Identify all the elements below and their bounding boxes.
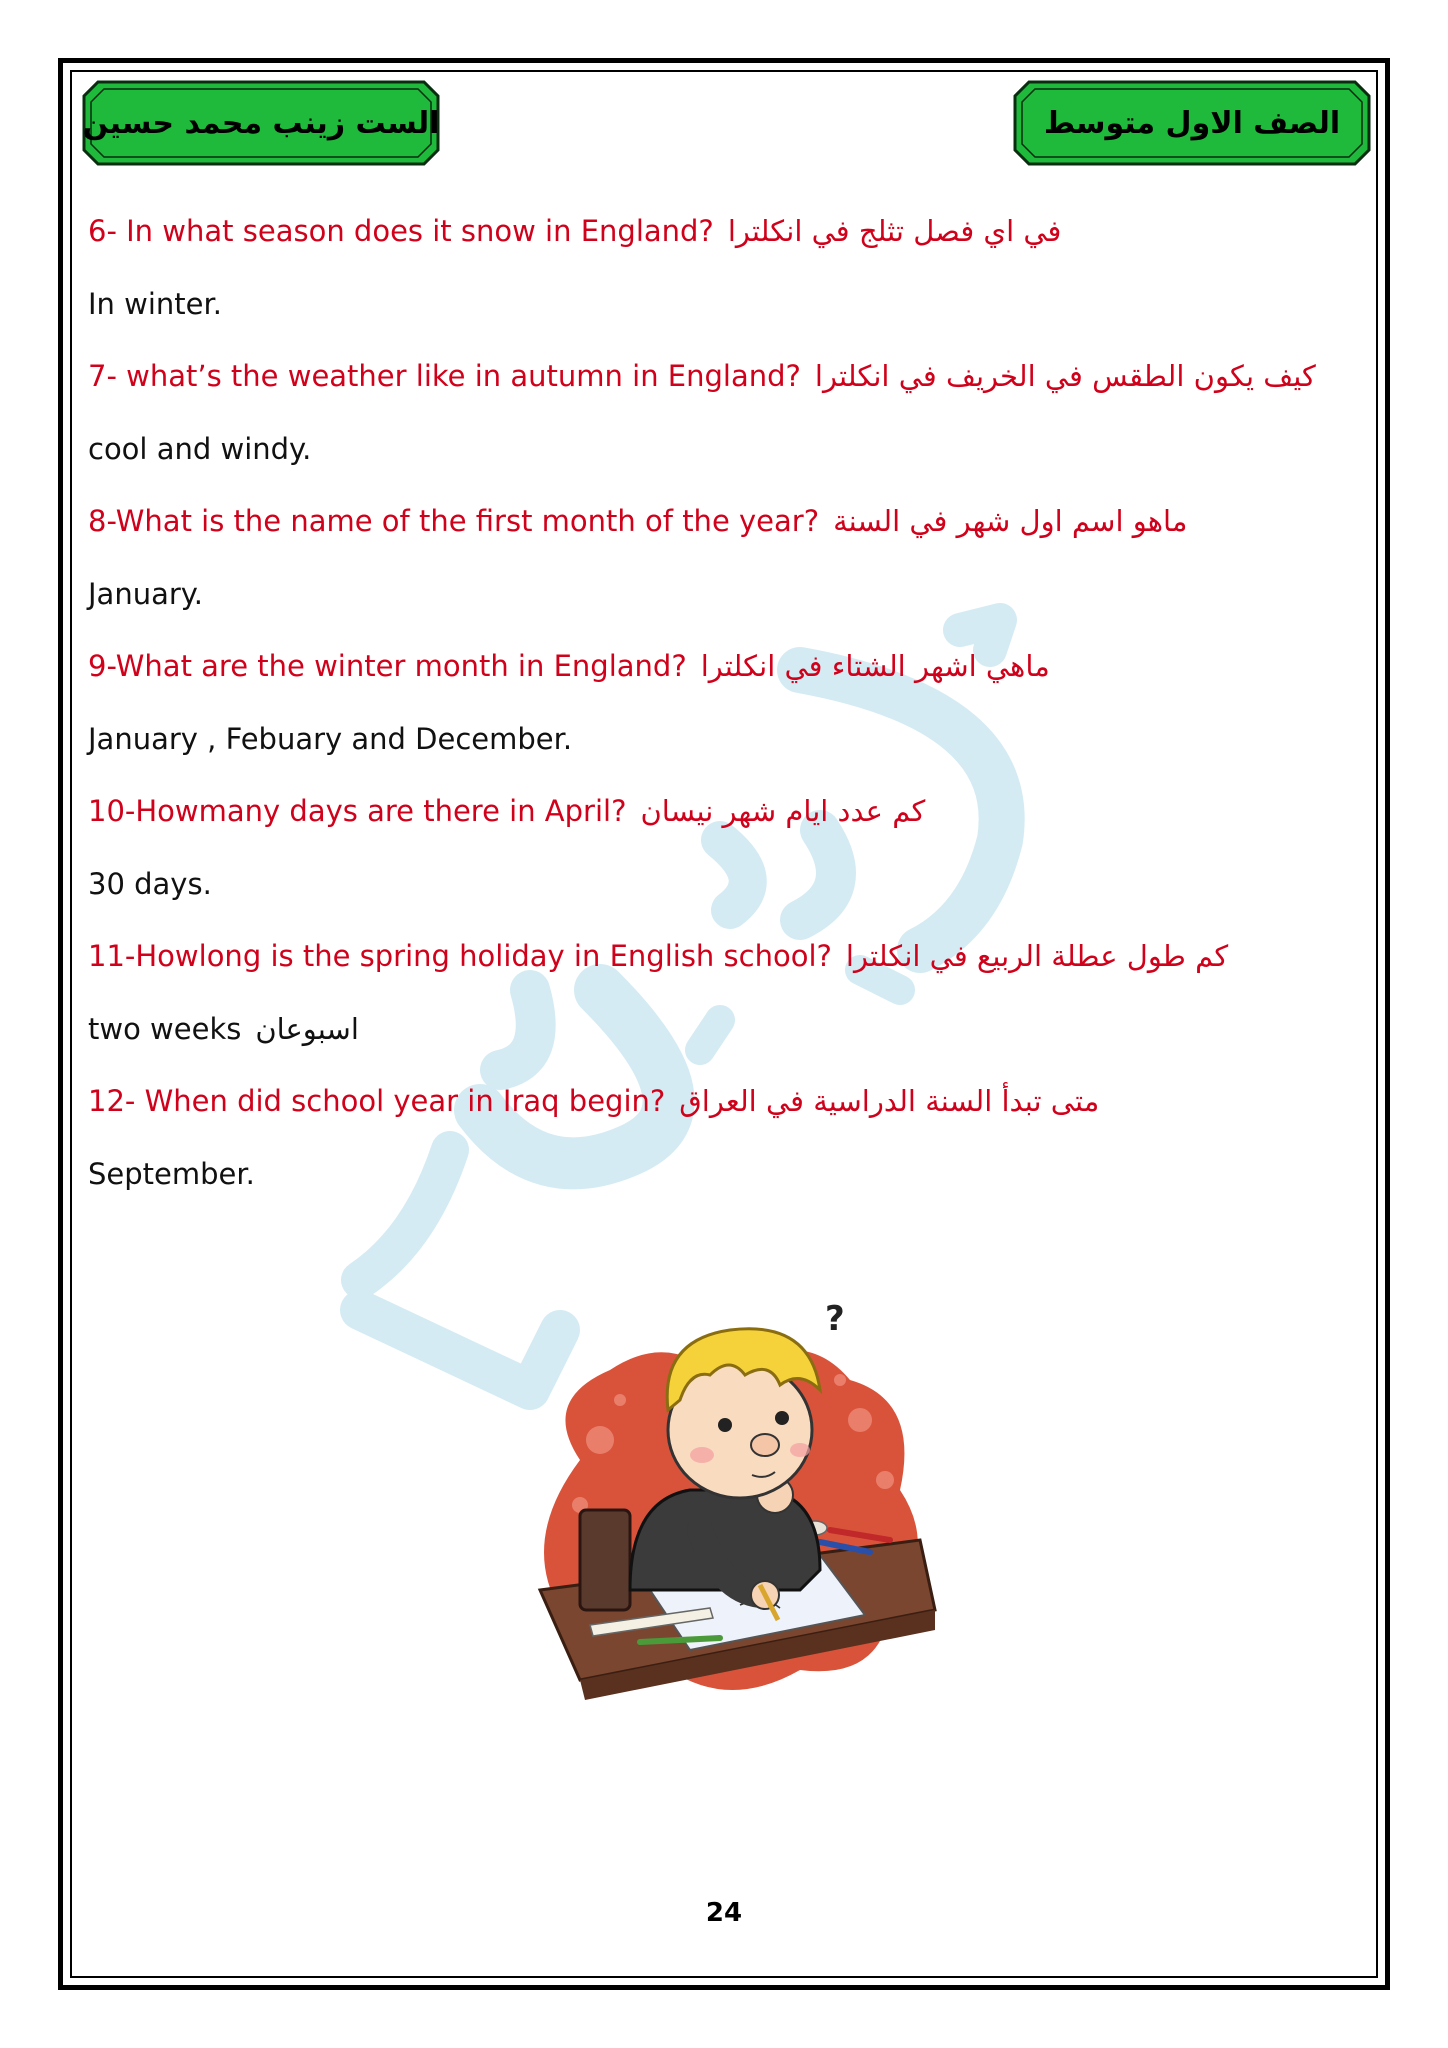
question-en: 8-What is the name of the first month of the year? [88, 504, 820, 538]
question-line [88, 205, 1318, 278]
teacher-name-box [82, 80, 440, 166]
page-number: 24 [705, 1898, 743, 1928]
answer-line [88, 1148, 1318, 1221]
question-ar: في اي فصل تثلج في انكلترا [727, 214, 1062, 248]
answer-en: two weeks [88, 1011, 242, 1046]
answer-line [88, 713, 1318, 786]
question-en: 10-Howmany days are there in April? [88, 794, 627, 828]
question-ar: ماهو اسم اول شهر في السنة [833, 504, 1188, 538]
boy-writing-illustration [520, 1290, 940, 1720]
question-en: 9-What are the winter month in England? [88, 649, 687, 683]
question-line [88, 785, 1318, 858]
question-line [88, 1075, 1318, 1148]
question-en: 12- When did school year in Iraq begin? [88, 1084, 666, 1118]
answer-en: cool and windy. [88, 431, 312, 466]
question-ar: كيف يكون الطقس في الخريف في انكلترا [814, 359, 1316, 393]
question-ar: ماهي اشهر الشتاء في انكلترا [700, 649, 1050, 683]
answer-line [88, 858, 1318, 931]
question-en: 7- what’s the weather like in autumn in England? [88, 359, 801, 393]
answer-en: September. [88, 1156, 255, 1191]
question-ar: متى تبدأ السنة الدراسية في العراق [679, 1084, 1100, 1118]
qa-list [88, 205, 1318, 1220]
question-ar: كم عدد ايام شهر نيسان [640, 794, 926, 828]
answer-line [88, 1003, 1318, 1076]
question-en: 11-Howlong is the spring holiday in English school? [88, 939, 832, 973]
question-line [88, 350, 1318, 423]
answer-line [88, 423, 1318, 496]
answer-ar: اسبوعان [255, 1011, 359, 1046]
answer-en: January. [88, 576, 204, 611]
question-line [88, 495, 1318, 568]
answer-line [88, 568, 1318, 641]
answer-line [88, 278, 1318, 351]
answer-en: January , Febuary and December. [88, 721, 573, 756]
answer-en: In winter. [88, 286, 222, 321]
question-line [88, 640, 1318, 713]
question-line [88, 930, 1318, 1003]
question-en: 6- In what season does it snow in England? [88, 214, 714, 248]
answer-en: 30 days. [88, 866, 212, 901]
svg-text:?: ? [825, 1299, 845, 1339]
grade-title: الصف الاول متوسط [1043, 105, 1341, 141]
teacher-name: الست زينب محمد حسين [82, 105, 440, 141]
question-ar: كم طول عطلة الربيع في انكلترا [845, 939, 1229, 973]
grade-box [1013, 80, 1371, 166]
